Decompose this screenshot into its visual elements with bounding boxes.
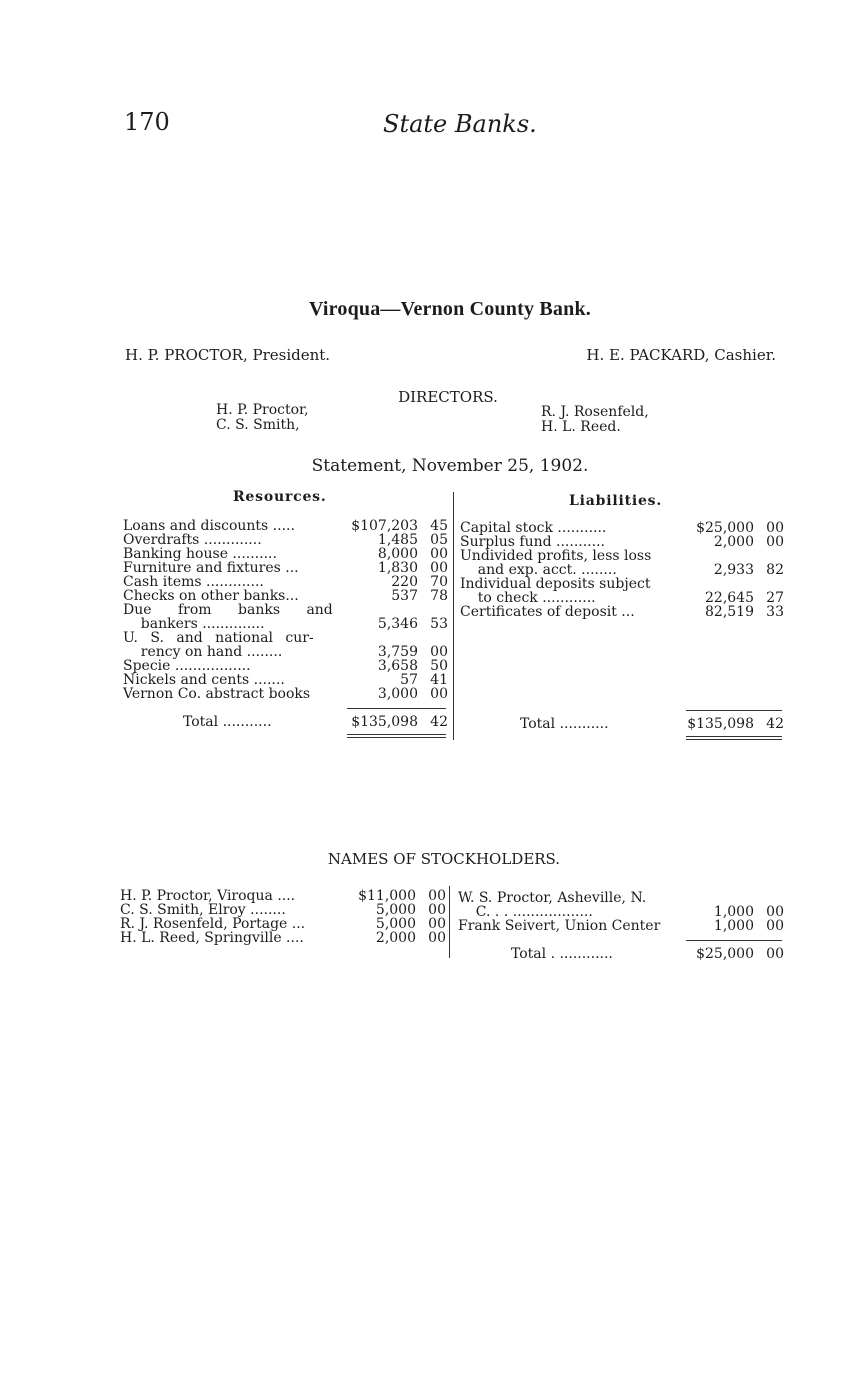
table-row: U. S. and national cur- (123, 630, 314, 646)
table-row: Loans and discounts ..... $107,203 45 (123, 518, 448, 534)
directors-heading: DIRECTORS. (398, 388, 498, 406)
total-label: Total . ............ (511, 946, 613, 962)
table-row: Surplus fund ........... 2,000 00 (460, 534, 784, 550)
stockholders-divider (449, 886, 450, 958)
director-left-list (216, 403, 309, 433)
stockholders-heading: NAMES OF STOCKHOLDERS. (327, 850, 561, 868)
total-cents: 42 (766, 716, 784, 732)
total-dollars: $135,098 (351, 714, 418, 730)
table-row: Due from banks and (123, 602, 333, 618)
resources-rule (347, 708, 446, 709)
table-row: Cash items ............. 220 70 (123, 574, 448, 590)
total-cents: 42 (430, 714, 448, 730)
table-row: Undivided profits, less loss (460, 548, 652, 564)
stockholders-left-list (120, 889, 446, 945)
table-row: Banking house .......... 8,000 00 (123, 546, 448, 562)
list-item: R. J. Rosenfeld, Portage ... 5,000 00 (120, 916, 446, 932)
table-row: Overdrafts ............. 1,485 05 (123, 532, 448, 548)
list-item: Frank Seivert, Union Center 1,000 00 (458, 918, 784, 934)
liabilities-double-rule-2 (686, 739, 782, 740)
resources-double-rule-2 (347, 737, 446, 738)
liabilities-rule (686, 710, 782, 711)
total-dollars: $25,000 (696, 946, 754, 962)
director-name: R. J. Rosenfeld, (541, 404, 649, 420)
list-item: C. . . .................. 1,000 00 (458, 904, 784, 920)
cashier-line: H. E. PACKARD, Cashier. (586, 346, 776, 364)
liabilities-heading: Liabilities. (569, 493, 663, 509)
total-label: Total ........... (183, 714, 272, 730)
table-row: Vernon Co. abstract books 3,000 00 (123, 686, 448, 702)
running-head: State Banks. (383, 110, 537, 138)
resources-heading: Resources. (233, 489, 327, 505)
table-row: Furniture and fixtures ... 1,830 00 (123, 560, 448, 576)
total-label: Total ........... (520, 716, 609, 732)
table-row: Certificates of deposit ... 82,519 33 (460, 604, 784, 620)
stockholders-total-row (458, 946, 784, 962)
list-item: C. S. Smith, Elroy ........ 5,000 00 (120, 902, 446, 918)
list-item: W. S. Proctor, Asheville, N. (458, 890, 647, 906)
bank-title: Viroqua—Vernon County Bank. (309, 298, 591, 320)
resources-double-rule-1 (347, 734, 446, 735)
table-row: Individual deposits subject (460, 576, 651, 592)
page-number: 170 (124, 108, 170, 136)
table-row: rency on hand ........ 3,759 00 (123, 644, 448, 660)
liabilities-table (460, 521, 784, 619)
table-row: Specie ................. 3,658 50 (123, 658, 448, 674)
table-row: Checks on other banks... 537 78 (123, 588, 448, 604)
table-row: Capital stock ........... $25,000 00 (460, 520, 784, 536)
liabilities-total-row (460, 716, 784, 732)
stockholders-rule (686, 940, 782, 941)
table-row: and exp. acct. ........ 2,933 82 (460, 562, 784, 578)
resources-total-row (123, 714, 448, 730)
statement-divider (453, 492, 454, 740)
director-name: C. S. Smith, (216, 417, 300, 433)
statement-date: Statement, November 25, 1902. (311, 456, 589, 476)
director-right-list (541, 405, 649, 435)
table-row: bankers .............. 5,346 53 (123, 616, 448, 632)
stockholders-right-list (458, 891, 784, 933)
table-row: to check ............ 22,645 27 (460, 590, 784, 606)
liabilities-double-rule-1 (686, 736, 782, 737)
total-dollars: $135,098 (687, 716, 754, 732)
total-cents: 00 (766, 946, 784, 962)
president-line: H. P. PROCTOR, President. (125, 346, 331, 364)
table-row: Nickels and cents ....... 57 41 (123, 672, 448, 688)
director-name: H. L. Reed. (541, 419, 621, 435)
director-name: H. P. Proctor, (216, 402, 309, 418)
list-item: H. P. Proctor, Viroqua .... $11,000 00 (120, 888, 446, 904)
list-item: H. L. Reed, Springville .... 2,000 00 (120, 930, 446, 946)
resources-table (123, 519, 448, 701)
